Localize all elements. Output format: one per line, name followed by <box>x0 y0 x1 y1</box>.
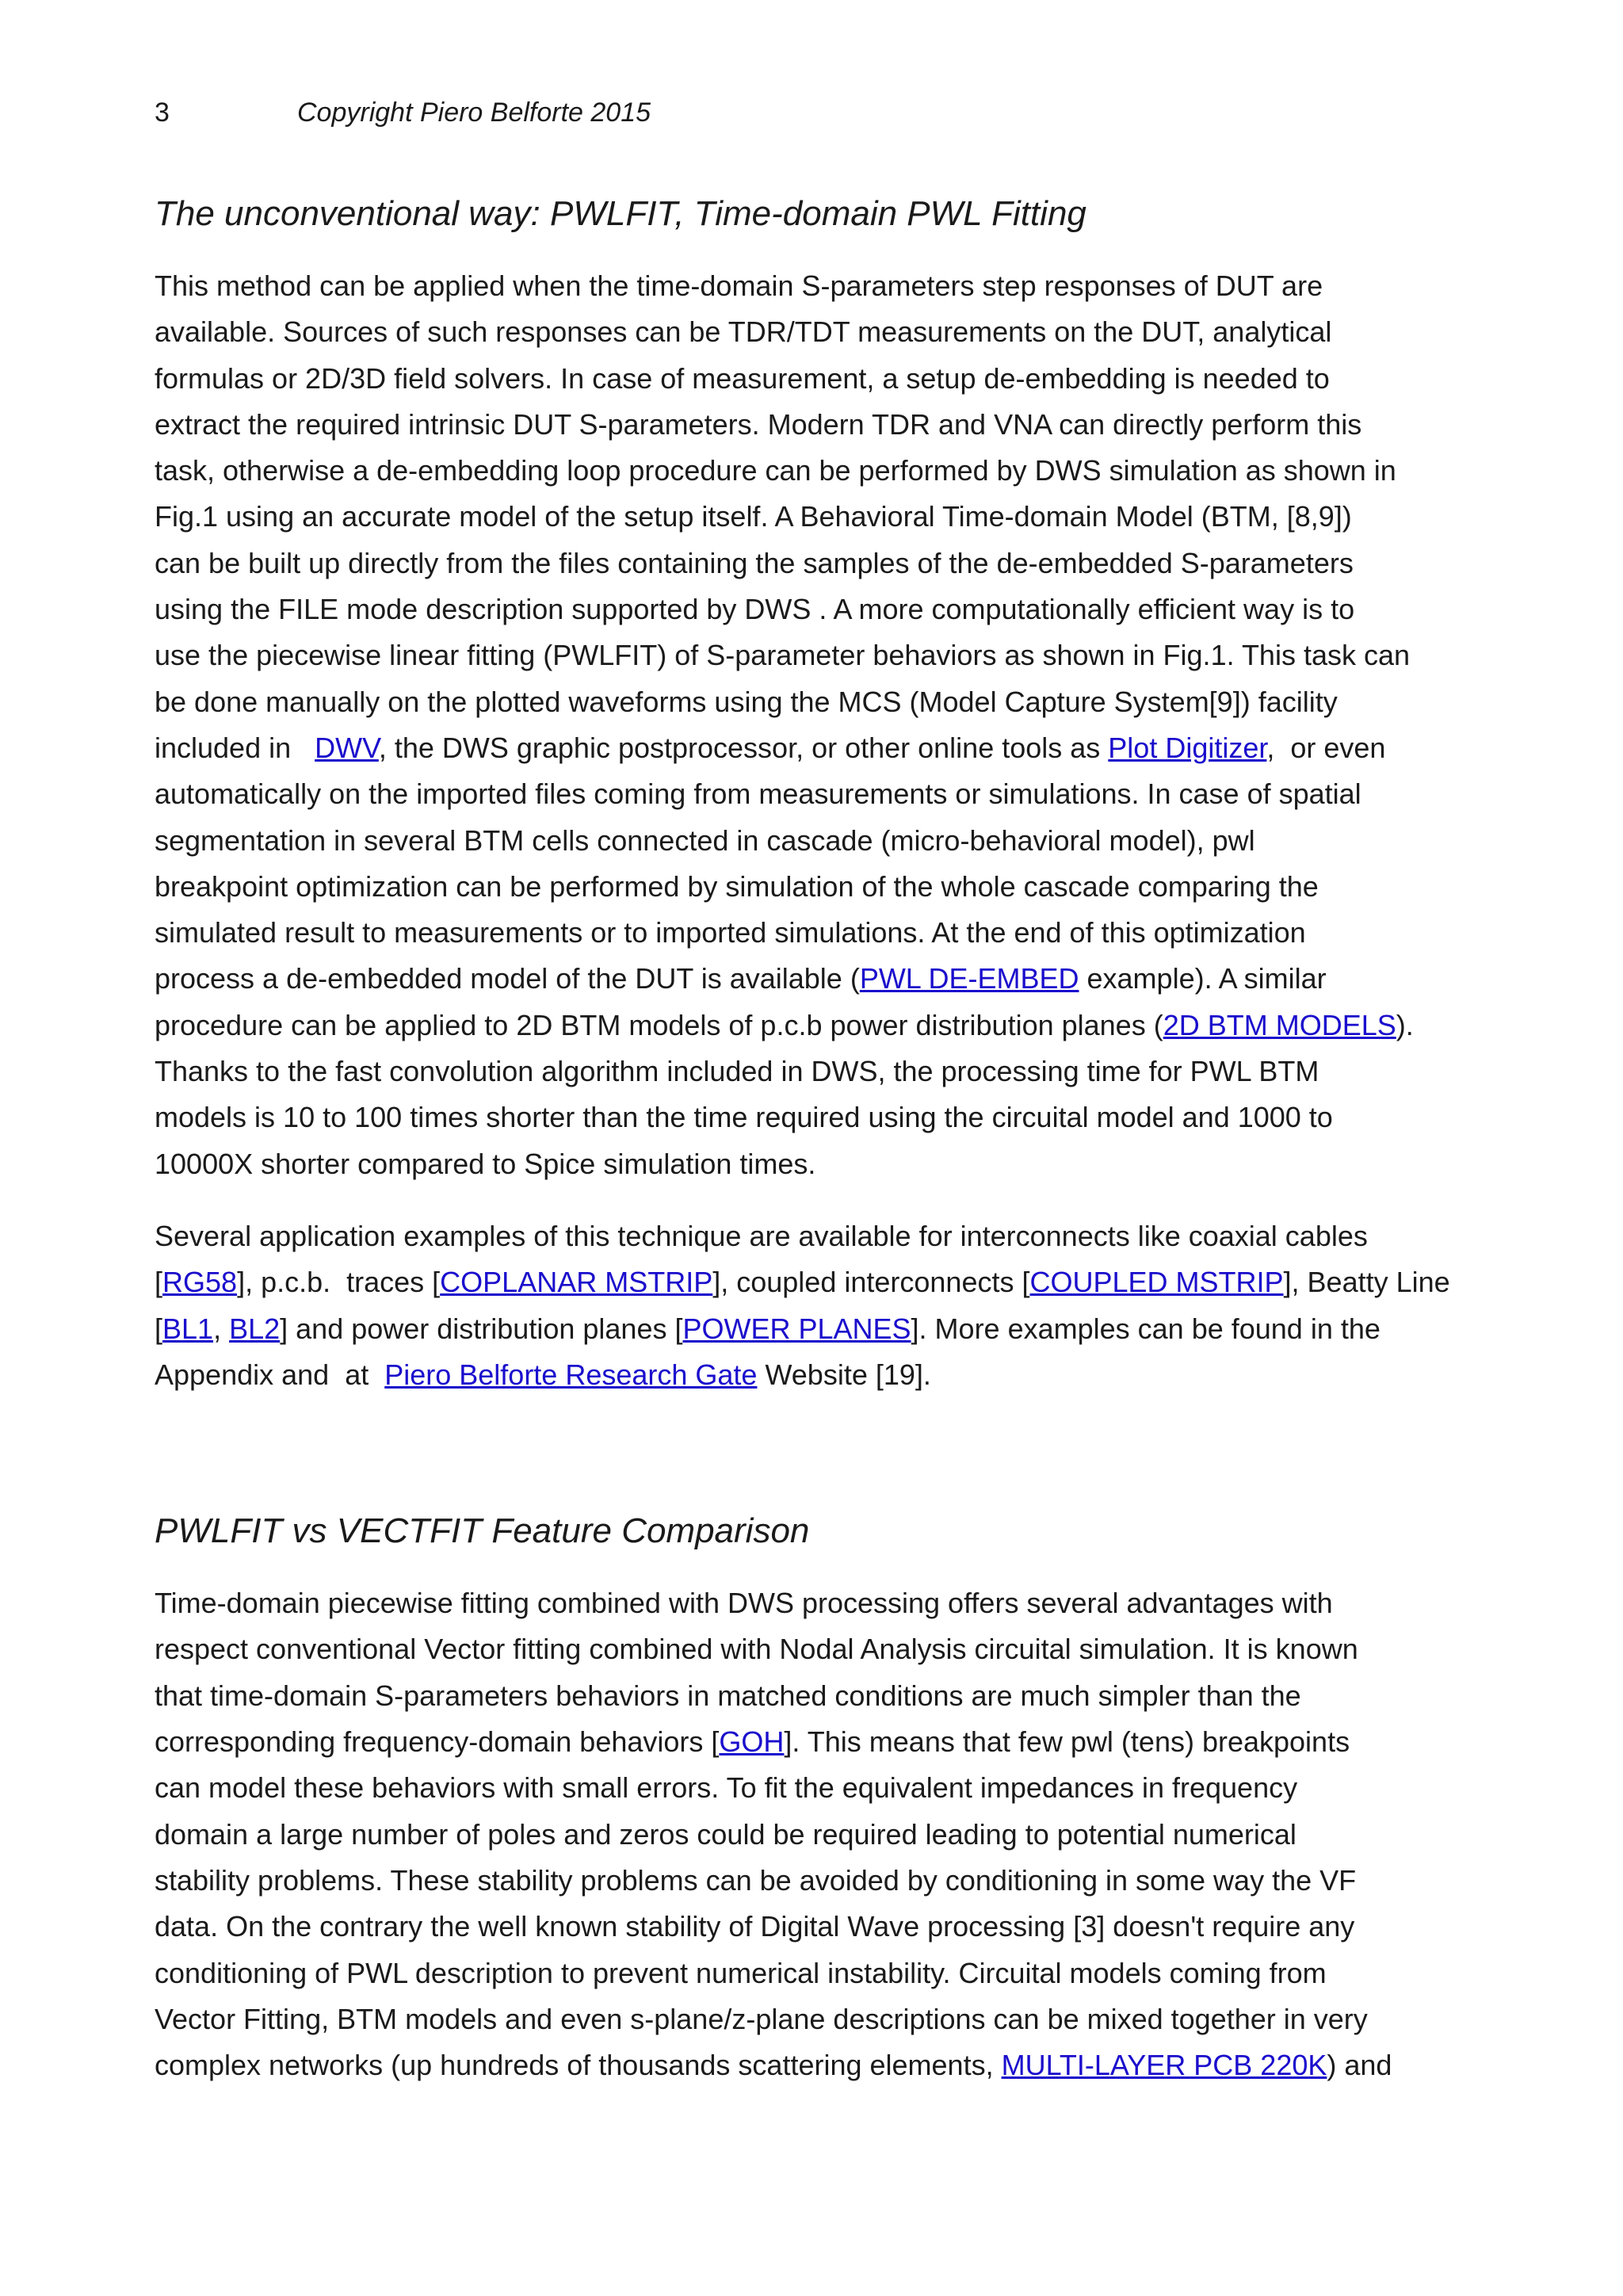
text-fragment: ], p.c.b. traces [ <box>237 1266 441 1299</box>
text-line: extract the required intrinsic DUT S-parameters. Modern TDR and VNA can directly perform this <box>155 407 1362 441</box>
page-header <box>155 97 651 128</box>
paragraph-pwlfit-method <box>155 263 1474 1187</box>
text-fragment: ) and <box>1327 2049 1392 2082</box>
text-line: segmentation in several BTM cells connected in cascade (micro-behavioral model), pwl <box>155 823 1255 857</box>
text-fragment: [ <box>155 1266 163 1299</box>
text-line: Fig.1 using an accurate model of the setup itself. A Behavioral Time-domain Model (BTM, [8,9]) <box>155 500 1352 533</box>
text-fragment: , the DWS graphic postprocessor, or other online tools as <box>378 731 1109 764</box>
text-fragment: ]. This means that few pwl (tens) breakpoints <box>784 1725 1350 1759</box>
text-line <box>155 956 1474 1002</box>
section-heading-pwlfit: The unconventional way: PWLFIT, Time-domain PWL Fitting <box>155 194 1086 233</box>
text-line: Thanks to the fast convolution algorithm included in DWS, the processing time for PWL BTM <box>155 1055 1319 1088</box>
link-2d-btm-models[interactable]: 2D BTM MODELS <box>1163 1008 1396 1041</box>
text-line: automatically on the imported files coming from measurements or simulations. In case of spatial <box>155 777 1361 811</box>
text-line: Several application examples of this technique are available for interconnects like coaxial cables <box>155 1219 1368 1252</box>
link-research-gate[interactable]: Piero Belforte Research Gate <box>384 1358 758 1391</box>
text-line: breakpoint optimization can be performed by simulation of the whole cascade comparing the <box>155 869 1319 903</box>
text-line: models is 10 to 100 times shorter than the time required using the circuital model and 1000 to <box>155 1101 1333 1134</box>
text-line: task, otherwise a de-embedding loop procedure can be performed by DWS simulation as shown in <box>155 454 1396 487</box>
paragraph-comparison <box>155 1580 1474 2088</box>
text-fragment: included in <box>155 731 315 764</box>
link-coplanar-mstrip[interactable]: COPLANAR MSTRIP <box>440 1266 713 1299</box>
text-fragment: ]. More examples can be found in the <box>911 1312 1381 1345</box>
text-fragment: ] and power distribution planes [ <box>280 1312 683 1345</box>
link-bl1[interactable]: BL1 <box>162 1312 214 1345</box>
text-line: can model these behaviors with small errors. To fit the equivalent impedances in frequency <box>155 1771 1298 1805</box>
text-line: domain a large number of poles and zeros could be required leading to potential numerical <box>155 1817 1296 1851</box>
text-fragment: [ <box>155 1312 163 1345</box>
text-line: available. Sources of such responses can be TDR/TDT measurements on the DUT, analytical <box>155 315 1332 349</box>
text-line: conditioning of PWL description to prevent numerical instability. Circuital models coming from <box>155 1956 1327 1989</box>
text-line: Time-domain piecewise fitting combined with DWS processing offers several advantages with <box>155 1587 1333 1620</box>
link-goh[interactable]: GOH <box>719 1725 785 1759</box>
text-line: can be built up directly from the files containing the samples of the de-embedded S-parameters <box>155 546 1354 579</box>
link-bl2[interactable]: BL2 <box>229 1312 281 1345</box>
text-fragment: ], Beatty Line <box>1283 1266 1450 1299</box>
link-power-planes[interactable]: POWER PLANES <box>682 1312 911 1345</box>
text-fragment: Website [19]. <box>757 1358 931 1391</box>
link-multi-layer-pcb[interactable]: MULTI-LAYER PCB 220K <box>1001 2049 1327 2082</box>
text-line <box>155 725 1474 771</box>
link-dwv[interactable]: DWV <box>315 731 379 764</box>
page-content <box>155 190 1474 2115</box>
link-plot-digitizer[interactable]: Plot Digitizer <box>1108 731 1267 764</box>
paragraph-application-examples <box>155 1213 1474 1398</box>
text-line: be done manually on the plotted waveforms using the MCS (Model Capture System[9]) facility <box>155 685 1338 718</box>
text-fragment: example). A similar <box>1079 962 1327 995</box>
text-fragment: procedure can be applied to 2D BTM models of p.c.b power distribution planes ( <box>155 1008 1163 1041</box>
text-line: respect conventional Vector fitting combined with Nodal Analysis circuital simulation. It is known <box>155 1633 1358 1666</box>
text-line <box>155 1003 1474 1049</box>
text-fragment: Appendix and at <box>155 1358 385 1391</box>
section-heading-comparison: PWLFIT vs VECTFIT Feature Comparison <box>155 1511 810 1551</box>
text-line <box>155 2042 1474 2088</box>
text-line: simulated result to measurements or to imported simulations. At the end of this optimization <box>155 916 1306 949</box>
text-line: using the FILE mode description supported by DWS . A more computationally efficient way is to <box>155 593 1355 626</box>
text-fragment: ], coupled interconnects [ <box>712 1266 1030 1299</box>
text-line: stability problems. These stability problems can be avoided by conditioning in some way the VF <box>155 1863 1357 1897</box>
text-line: that time-domain S-parameters behaviors in matched conditions are much simpler than the <box>155 1679 1301 1712</box>
text-line: formulas or 2D/3D field solvers. In case of measurement, a setup de-embedding is needed to <box>155 361 1330 395</box>
text-line: data. On the contrary the well known stability of Digital Wave processing [3] doesn't require any <box>155 1910 1355 1943</box>
link-coupled-mstrip[interactable]: COUPLED MSTRIP <box>1029 1266 1284 1299</box>
text-line: This method can be applied when the time-domain S-parameters step responses of DUT are <box>155 269 1323 302</box>
text-fragment: process a de-embedded model of the DUT is available ( <box>155 962 860 995</box>
text-line <box>155 1259 1474 1305</box>
text-line <box>155 1306 1474 1352</box>
text-line <box>155 1719 1474 1765</box>
text-line <box>155 1352 1474 1398</box>
text-fragment: ). <box>1396 1008 1414 1041</box>
text-fragment: corresponding frequency-domain behaviors [ <box>155 1725 720 1759</box>
copyright-notice: Copyright Piero Belforte 2015 <box>297 97 651 128</box>
text-line: Vector Fitting, BTM models and even s-plane/z-plane descriptions can be mixed together in very <box>155 2002 1368 2035</box>
text-line: 10000X shorter compared to Spice simulation times. <box>155 1147 816 1180</box>
text-fragment: , or even <box>1266 731 1386 764</box>
link-pwl-de-embed[interactable]: PWL DE-EMBED <box>859 962 1079 995</box>
text-fragment: , <box>213 1312 230 1345</box>
link-rg58[interactable]: RG58 <box>162 1266 238 1299</box>
text-fragment: complex networks (up hundreds of thousands scattering elements, <box>155 2049 1002 2082</box>
page-number: 3 <box>155 97 170 128</box>
text-line: use the piecewise linear fitting (PWLFIT) of S-parameter behaviors as shown in Fig.1. This task can <box>155 639 1411 672</box>
